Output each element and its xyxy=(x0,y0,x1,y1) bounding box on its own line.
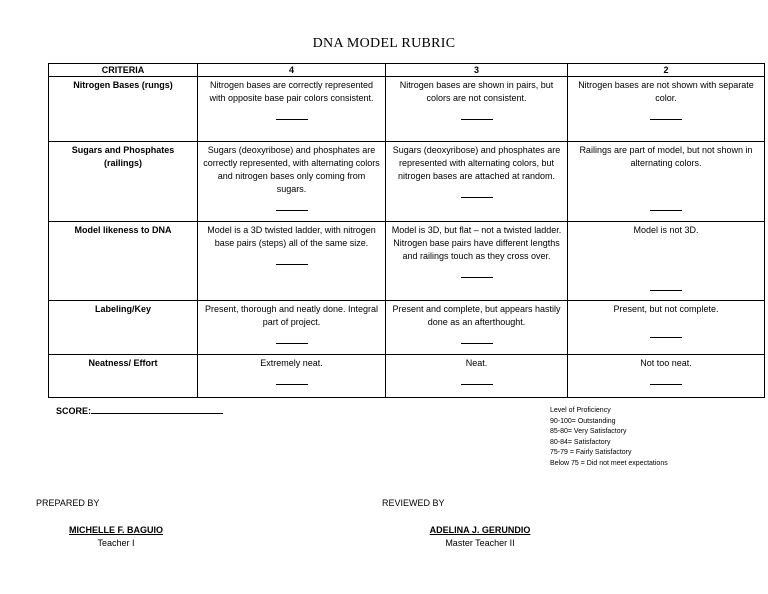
score-blank-line xyxy=(461,265,493,278)
score-2-cell xyxy=(568,77,765,142)
table-row xyxy=(49,355,765,398)
table-row xyxy=(49,142,765,222)
score-blank-line xyxy=(650,278,682,291)
proficiency-level: 90-100= Outstanding xyxy=(550,417,616,425)
score-blank-line xyxy=(650,325,682,338)
score-4-cell xyxy=(198,355,386,398)
proficiency-level: Below 75 = Did not meet expectations xyxy=(550,459,668,467)
score-3-cell xyxy=(386,222,568,301)
score-4-cell xyxy=(198,77,386,142)
reviewer-role: Master Teacher II xyxy=(445,538,515,548)
descriptor-text: Model is 3D, but flat – not a twisted ladder. Nitrogen base pairs have different lengths and railings touch as they cross over. xyxy=(391,225,562,261)
descriptor-text: Present, thorough and neatly done. Integral part of project. xyxy=(204,304,379,327)
proficiency-legend xyxy=(550,406,668,469)
descriptor-text: Present and complete, but appears hastily done as an afterthought. xyxy=(392,304,561,327)
descriptor-text: Not too neat. xyxy=(640,358,692,368)
proficiency-level: 80-84= Satisfactory xyxy=(550,438,611,446)
score-blank-line xyxy=(461,331,493,344)
proficiency-level: 75-79 = Fairly Satisfactory xyxy=(550,449,632,456)
descriptor-text: Model is not 3D. xyxy=(633,225,699,235)
header-criteria: CRITERIA xyxy=(49,64,198,77)
criteria-cell: Nitrogen Bases (rungs) xyxy=(49,77,198,142)
table-row xyxy=(49,222,765,301)
reviewed-by-signature xyxy=(424,524,536,550)
score-blank-line xyxy=(276,331,308,344)
descriptor-text: Sugars (deoxyribose) and phosphates are correctly represented, with alternating colors and nitrogen bases only coming from sugars. xyxy=(203,145,380,194)
score-blank-line xyxy=(461,372,493,385)
score-3-cell xyxy=(386,142,568,222)
score-2-cell xyxy=(568,222,765,301)
score-blank-line xyxy=(276,372,308,385)
descriptor-text: Railings are part of model, but not shown in alternating colors. xyxy=(579,145,753,168)
descriptor-text: Nitrogen bases are correctly represented with opposite base pair colors consistent. xyxy=(209,80,374,103)
prepared-by-signature xyxy=(60,524,172,550)
criteria-cell: Model likeness to DNA xyxy=(49,222,198,301)
rubric-table xyxy=(48,63,765,398)
reviewed-by-label: REVIEWED BY xyxy=(382,498,445,508)
score-4-cell xyxy=(198,222,386,301)
score-label: SCORE: xyxy=(56,406,92,416)
criteria-cell: Labeling/Key xyxy=(49,301,198,355)
score-2-cell xyxy=(568,142,765,222)
table-row xyxy=(49,77,765,142)
score-blank-line xyxy=(650,372,682,385)
score-2-cell xyxy=(568,301,765,355)
header-score-3: 3 xyxy=(386,64,568,77)
score-field xyxy=(56,404,223,416)
descriptor-text: Nitrogen bases are shown in pairs, but colors are not consistent. xyxy=(399,80,554,103)
prepared-by-label: PREPARED BY xyxy=(36,498,100,508)
score-3-cell xyxy=(386,77,568,142)
descriptor-text: Extremely neat. xyxy=(260,358,323,368)
descriptor-text: Nitrogen bases are not shown with separate color. xyxy=(578,80,754,103)
descriptor-text: Neat. xyxy=(465,358,488,368)
criteria-cell: Neatness/ Effort xyxy=(49,355,198,398)
score-3-cell xyxy=(386,301,568,355)
score-blank-line xyxy=(276,252,308,265)
header-score-2: 2 xyxy=(568,64,765,77)
score-4-cell xyxy=(198,142,386,222)
score-blank-line xyxy=(276,107,308,120)
header-score-4: 4 xyxy=(198,64,386,77)
table-row xyxy=(49,301,765,355)
score-2-cell xyxy=(568,355,765,398)
preparer-name: MICHELLE F. BAGUIO xyxy=(69,525,163,535)
proficiency-title: Level of Proficiency xyxy=(550,407,611,414)
score-3-cell xyxy=(386,355,568,398)
descriptor-text: Present, but not complete. xyxy=(613,304,719,314)
preparer-role: Teacher I xyxy=(97,538,135,548)
document-title: DNA MODEL RUBRIC xyxy=(312,36,456,51)
descriptor-text: Model is a 3D twisted ladder, with nitrogen base pairs (steps) all of the same size. xyxy=(207,225,376,248)
criteria-cell: Sugars and Phosphates (railings) xyxy=(49,142,198,222)
score-blank-line xyxy=(650,198,682,211)
proficiency-level: 85-80= Very Satisfactory xyxy=(550,428,627,435)
score-blank-line[interactable] xyxy=(91,404,223,414)
score-blank-line xyxy=(276,198,308,211)
score-blank-line xyxy=(461,185,493,198)
reviewer-name: ADELINA J. GERUNDIO xyxy=(429,525,531,535)
score-blank-line xyxy=(650,107,682,120)
score-blank-line xyxy=(461,107,493,120)
score-4-cell xyxy=(198,301,386,355)
rubric-header-row xyxy=(49,64,765,77)
descriptor-text: Sugars (deoxyribose) and phosphates are represented with alternating colors, but nitrogen bases are attached at random. xyxy=(392,145,561,181)
